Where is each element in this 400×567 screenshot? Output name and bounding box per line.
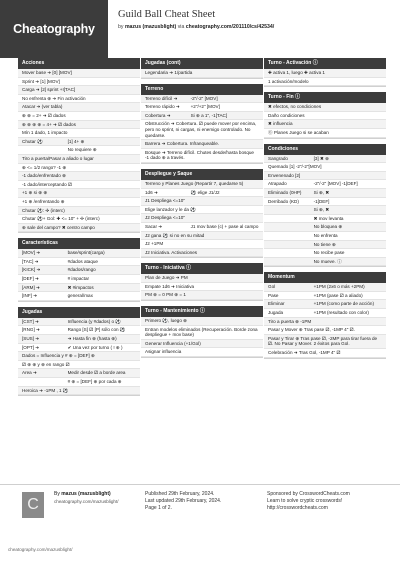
section-row (264, 103, 386, 112)
section-header: Jugadas (cont) (141, 58, 263, 69)
footer-author-url[interactable]: cheatography.com/mazusblight/ (54, 499, 119, 504)
row-key (22, 379, 68, 385)
section-row (264, 69, 386, 78)
section-row (18, 86, 140, 95)
section-row (264, 223, 386, 232)
row-text: Heroica ➜ -1PM , 1 ⚽ (22, 387, 69, 393)
footer-author-link[interactable]: mazus (mazusblight) (61, 491, 111, 497)
header (0, 0, 400, 58)
row-text: J2 gana ⚽ si no en su mitad (145, 232, 205, 238)
row-key: Atrapado (268, 181, 287, 187)
row-key: Pase (268, 292, 279, 298)
section-row (18, 95, 140, 104)
row-text: 1 activación/modelo (268, 78, 309, 84)
page-number: Page 1 of 2. (145, 505, 172, 511)
section-row (18, 378, 140, 387)
section-row (18, 344, 140, 353)
section (141, 306, 263, 358)
section-row (264, 112, 386, 121)
cheatography-logo[interactable] (0, 0, 108, 58)
row-value: ✖ #impactos (67, 284, 94, 290)
section (141, 84, 263, 164)
section-row (264, 120, 386, 129)
row-value: +1PM (2x6 o más +2PM) (313, 284, 365, 290)
section-row (18, 181, 140, 190)
row-value: # impactar (67, 276, 90, 282)
section-row (264, 129, 386, 138)
row-value: +1PM (pase ⚂ a aliado) (313, 292, 363, 298)
row-key: [OPT] ➜ (22, 344, 40, 350)
row-key: Terreno difícil ➜ (145, 95, 178, 101)
sponsor-url[interactable]: http://crosswordcheats.com (267, 505, 328, 511)
row-text: +1 ⊕ si ⊕ ⊕ (22, 190, 48, 196)
row-value: No enfrenta (313, 232, 338, 238)
section-row (18, 361, 140, 370)
row-value: general/max (67, 293, 93, 299)
column-2 (141, 58, 263, 363)
row-value: ✖ mov levanta (313, 215, 344, 221)
section-row (18, 387, 140, 396)
row-text: J2 Despliega <=10" (145, 215, 185, 221)
row-text: Primero ⚽, luego ⊕ (145, 318, 187, 324)
row-text: J2 Iniciativa. Activaciones (145, 249, 198, 255)
section-row (141, 291, 263, 300)
row-key (268, 233, 314, 239)
row-key: [ARM] ➜ (22, 284, 40, 290)
section-row (18, 249, 140, 258)
section-header: Jugadas (18, 307, 140, 318)
section-row (141, 95, 263, 104)
row-value: Medir desde ⚂ a borde area (67, 370, 126, 376)
section-row (264, 180, 386, 189)
row-key: Sangrado (268, 155, 288, 161)
row-text: ⓪ Planes Juego si se acaban (268, 129, 329, 135)
section-row (264, 198, 386, 207)
row-value: No mueve. ⓘ (313, 258, 342, 264)
section (18, 307, 140, 396)
row-text: ⊕ sale del campo? ✖ centro campo (22, 224, 95, 230)
row-key: [INF] ➜ (22, 293, 38, 299)
row-text: Atacar ➜ (ver tabla) (22, 104, 63, 110)
sponsor-tagline: Learn to solve cryptic crosswords! (267, 498, 343, 504)
row-key: Eliminar (268, 301, 285, 307)
row-key: Area ➜ (22, 370, 37, 376)
column-1 (18, 58, 140, 401)
row-key: 1d6 ➜ (145, 189, 158, 195)
section-row (18, 318, 140, 327)
row-text: Dados = Influencia y # ⊕ = [DEF] ⊕ (22, 353, 95, 359)
section-row (18, 78, 140, 87)
section-row (18, 258, 140, 267)
section-row (18, 189, 140, 198)
row-text: Obstrucción ➜ Cobertura. ⚂ puede mover por encima, pero no sprint, ni cargas, ni enemigo controlado. No quedarse. (145, 121, 257, 138)
section-row (141, 317, 263, 326)
row-text: ⊕ ⊕ ⊕ ⊕ = 4+ ➜ ⚂ dados (22, 121, 76, 127)
section-row (264, 78, 386, 87)
row-text: Mín 1 dado, 1 impacto (22, 130, 68, 136)
section-header: Turno - Iniciativa ⓘ (141, 263, 263, 274)
section-row (264, 349, 386, 358)
page-subtitle (118, 24, 274, 30)
row-text: Pasar y Mover ⊕ Tras pase ⚂, -1MP 4" ⚂. (268, 327, 355, 333)
row-value: +1PM (como parte de acción) (313, 301, 374, 307)
row-text: Sprint ➜ [1] [MOV] (22, 78, 60, 84)
section (18, 58, 140, 233)
section-row (141, 103, 263, 112)
row-key (22, 147, 68, 153)
section-row (141, 189, 263, 198)
row-text: Legendaria ➜ 1/partida (145, 70, 193, 75)
row-text: ✚ activa 1, luego ✚ activa 1 (268, 70, 325, 75)
section-row (141, 206, 263, 215)
section-row (141, 149, 263, 163)
row-text: Carga ➜ [2] sprint +I[TAC] (22, 87, 76, 93)
row-key (268, 250, 314, 256)
row-text: Generar Influencia (+1/Gol) (145, 340, 201, 346)
section-row (264, 215, 386, 224)
row-value: Si ⊕, ✖ (313, 207, 330, 213)
section-row (264, 300, 386, 309)
section-header: Despliegue y Saque (141, 169, 263, 180)
row-value: J1 mov base (c) + pase al campo (190, 223, 259, 229)
row-text: ⊕ ⊕ = 2+ ➜ ⚂ dados (22, 112, 66, 118)
published-date: Published 29th February, 2024. (145, 491, 215, 497)
section-row (18, 129, 140, 138)
row-text: ⊕ <= 1/2 rango? -1 ⊕ (22, 164, 67, 170)
row-key: [MOV] ➜ (22, 250, 41, 256)
avatar-letter: C (27, 496, 39, 513)
row-text: ✖ efectos, no condiciones (268, 104, 322, 110)
section-row (264, 155, 386, 164)
row-text: Chutar ⚽: ✣ (interc) (22, 207, 65, 213)
section-row (264, 206, 386, 215)
section-row (264, 326, 386, 335)
column-3 (264, 58, 386, 364)
row-text: Celebración ➜ Tras Gol, -1MP 4" ⚂ (268, 350, 341, 356)
row-value: ✔ Una vez por turno ( ! ⊕ ) (67, 344, 123, 350)
row-text: Envenenado [2] (268, 172, 301, 178)
section-header: Turno - Mantenimiento ⓘ (141, 306, 263, 317)
section-row (141, 326, 263, 340)
section-row (18, 224, 140, 233)
subtitle-via: via (177, 24, 185, 30)
row-text: Chutar ⚽+ Gol: ✚ <= 10" + ✣ (interc) (22, 216, 100, 222)
row-value: No requiere ⊕ (67, 147, 97, 153)
section-row (18, 112, 140, 121)
section-row (141, 112, 263, 121)
section-row (18, 335, 140, 344)
section-row (141, 214, 263, 223)
row-text: Bosque ➜ Terreno difícil. Chutes desde/hasta bosque -1 dado ⊕ a través. (145, 149, 254, 161)
row-key (268, 259, 314, 265)
section-row (141, 120, 263, 140)
section-header: Terreno (141, 84, 263, 95)
section-row (141, 249, 263, 258)
row-text: Elige lanzador y le da ⚽ (145, 206, 196, 212)
section-row (18, 164, 140, 173)
row-text: No enfrenta ⊕ ➜ Fin activación (22, 95, 86, 101)
row-key: Sacar ➜ (145, 223, 163, 229)
row-text: Entran modelos eliminados (Recuperación. Borde zona despliegue + mov base) (145, 326, 258, 338)
row-key: [RNG] ➜ (22, 327, 40, 333)
section-header: Características (18, 238, 140, 249)
row-key (268, 224, 314, 230)
section-row (18, 275, 140, 284)
updated-date: Last updated 29th February, 2024. (145, 498, 222, 504)
row-value: Si ⊕ a 1", -1[TAC] (190, 112, 228, 118)
section-row (18, 69, 140, 78)
section-row (264, 232, 386, 241)
section-row (141, 197, 263, 206)
footer-author (54, 491, 111, 497)
section-row (18, 215, 140, 224)
row-value: [1] 4+ ⊕ (67, 138, 85, 144)
row-value: [3] ✖ ⊕ (313, 155, 329, 161)
section-row (18, 155, 140, 164)
subtitle-prefix: by (118, 24, 124, 30)
section (141, 169, 263, 258)
row-text: +1 ⊕ /enfrentando ⊕ (22, 198, 65, 204)
row-value: ➜ Hasta fin ⊕ (hasta ⊕) (67, 336, 117, 342)
footer-by-prefix: By (54, 491, 60, 497)
section-row (18, 284, 140, 293)
sheet-url-link[interactable]: cheatography.com/201110/cs/42534/ (185, 24, 275, 30)
row-value: #dados/rango (67, 267, 96, 273)
row-key: [CST] ➜ (22, 318, 39, 324)
section-row (141, 69, 263, 78)
row-value: Rango [S] ⚂ [P] sólo con ⚽ (67, 327, 126, 333)
row-text: J2 +1PM (145, 241, 164, 247)
section-header: Turno - Fin ⓘ (264, 92, 386, 103)
section-row (141, 232, 263, 241)
row-text: Daño condiciones (268, 112, 305, 118)
row-key: [KICK] ➜ (22, 267, 41, 273)
row-text: J1 Despliega <=10" (145, 198, 185, 204)
row-key: Jugada (268, 310, 284, 316)
row-value: -2"/-2" [MOV] (190, 95, 218, 101)
row-text: Terreno y Planes Juego (Repartir 7, quedarse 5) (145, 180, 244, 186)
section-row (141, 140, 263, 149)
row-key: Cobertura ➜ (145, 112, 171, 118)
section-row (264, 335, 386, 349)
section-row (18, 121, 140, 130)
section-row (18, 266, 140, 275)
section-row (264, 318, 386, 327)
section-row (18, 207, 140, 216)
section-row (264, 283, 386, 292)
row-key: [DEF] ➜ (22, 276, 39, 282)
row-text: Plan de Juego ➜ PM (145, 275, 188, 281)
section (264, 144, 386, 268)
author-avatar (22, 492, 44, 518)
section-row (141, 348, 263, 357)
row-value: base/sprint(carga) (67, 250, 105, 256)
section-row (264, 163, 386, 172)
sponsor-name[interactable]: Sponsored by CrosswordCheats.com (267, 491, 350, 497)
row-text: ⚂ ⊕ ⊕ y ⊕ en rango ⚂ (22, 361, 70, 367)
row-value: +1PM (resultado con color) (313, 310, 369, 316)
row-key (268, 216, 314, 222)
row-text: Mover base ➜ [0] [MOV] (22, 70, 72, 75)
section-row (18, 369, 140, 378)
row-text: Quemado [1] -2"/-2"[MOV] (268, 164, 322, 170)
row-text: Empate 1d6 ➜ Iniciativa (145, 283, 195, 289)
section-header: Momentum (264, 272, 386, 283)
section (141, 58, 263, 79)
section-row (141, 240, 263, 249)
section-row (18, 146, 140, 155)
row-key: Eliminado (0HP) (268, 189, 302, 195)
row-text: ✖ influencia (268, 121, 293, 127)
section-row (141, 180, 263, 189)
row-value: ⚽ elige J1/J2 (190, 189, 220, 195)
section-row (18, 352, 140, 361)
author-link[interactable]: mazus (mazusblight) (124, 24, 177, 30)
row-text: Pasar y Tirar ⊕ Tras pase ⚂, -2MP para tirar fuera de ⚂. No Pasar y Mover. 2 éxitos para Gol. (268, 335, 378, 347)
section (264, 272, 386, 358)
row-value: #dados ataque (67, 258, 98, 264)
section (18, 238, 140, 302)
row-value: Influencia (y #dados) o ⚽ (67, 318, 122, 324)
row-text: Tiro a puerta ⊕ -1PM (268, 318, 312, 324)
row-text: Tiro a puerta/Pasar a aliado o lugar (22, 155, 94, 161)
row-text: -1 dado/enfrentado ⊕ (22, 173, 66, 179)
section-row (264, 258, 386, 267)
row-text: PM ⊕ = 0 PM ⊕ = 1 (145, 292, 186, 298)
row-text: Barrera ➜ Cobertura. Infranqueable. (145, 141, 220, 147)
section-row (264, 292, 386, 301)
section-row (141, 283, 263, 292)
section-row (264, 189, 386, 198)
row-value: -1[DEF] (313, 198, 330, 204)
section-row (18, 292, 140, 301)
row-value: +2"/+2" [MOV] (190, 104, 220, 110)
row-text: -1 dado/interceptando ⚂ (22, 181, 72, 187)
row-key (268, 242, 314, 248)
section-header: Acciones (18, 58, 140, 69)
row-value: No recibe pase (313, 250, 345, 256)
row-key: [TAC] ➜ (22, 258, 39, 264)
section-row (264, 241, 386, 250)
footer (0, 484, 400, 567)
row-value: Si ⊕, ✖ (313, 189, 330, 195)
section-row (18, 172, 140, 181)
section-row (18, 103, 140, 112)
section-row (264, 249, 386, 258)
section-row (141, 223, 263, 232)
row-text: Asignar influencia (145, 349, 182, 355)
section-row (18, 326, 140, 335)
section-header: Turno - Activación ⓘ (264, 58, 386, 69)
row-value: -2"/-2" [MOV] -1[DEF] (313, 181, 358, 187)
row-value: No tiene ⊕ (313, 241, 336, 247)
row-key: Derribado (KD) (268, 198, 299, 204)
section-row (18, 138, 140, 147)
row-key: Gol (268, 284, 276, 290)
section-row (141, 340, 263, 349)
sponsor-info (267, 491, 350, 512)
section-header: Condiciones (264, 144, 386, 155)
section-row (264, 309, 386, 318)
page-title: Guild Ball Cheat Sheet (118, 9, 216, 20)
section (264, 92, 386, 138)
row-key (268, 207, 314, 213)
section (264, 58, 386, 87)
row-key: [SUS] ➜ (22, 336, 40, 342)
row-value: # ⊕ = [DEF] ⊕ por cada ⊕ (67, 379, 122, 384)
site-url[interactable]: cheatography.com/mazusblight/ (8, 547, 73, 552)
row-key: Terreno rápido ➜ (145, 104, 180, 110)
publish-info (145, 491, 221, 512)
section-row (141, 274, 263, 283)
section-row (18, 198, 140, 207)
logo-text: Cheatography (13, 22, 95, 36)
section-row (264, 172, 386, 181)
row-key: Chutar ⚽ (22, 138, 43, 144)
section (141, 263, 263, 301)
row-value: No bloquea ⊕ (313, 224, 343, 230)
